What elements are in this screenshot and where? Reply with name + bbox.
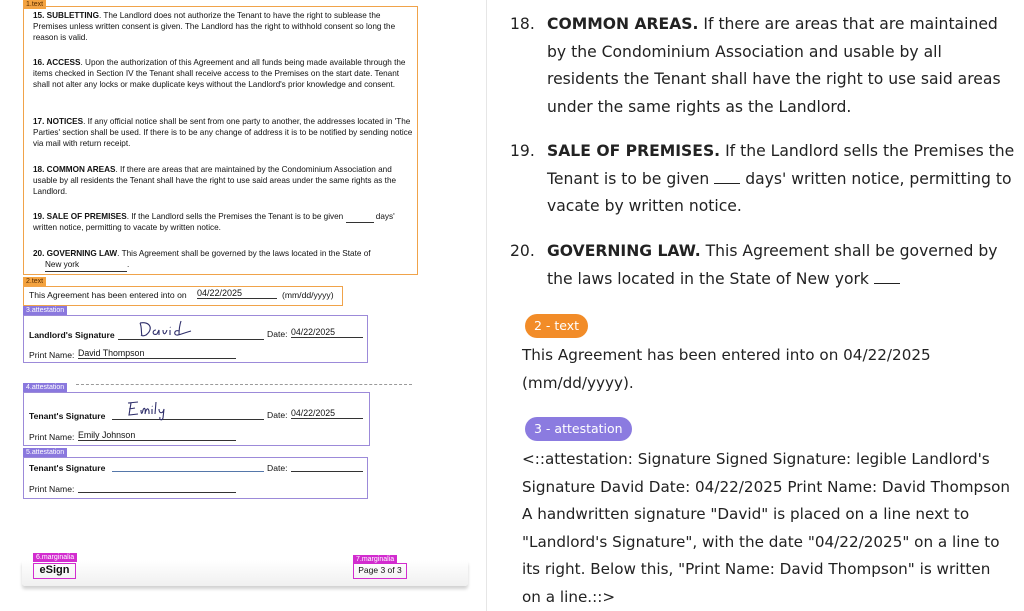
extracted-item-19-number: 19. <box>510 142 535 160</box>
extracted-item-19-text-b: days' written notice, permitting to vacate by written notice. <box>547 169 1012 215</box>
clause-18 <box>33 165 413 197</box>
clause-16 <box>33 58 413 90</box>
block-tag-1: 1.text <box>23 0 46 9</box>
section-divider <box>76 384 412 385</box>
landlord-print-label: Print Name: <box>29 350 75 360</box>
tenant2-print-label: Print Name: <box>29 484 75 494</box>
landlord-sig-label: Landlord's Signature <box>29 330 115 340</box>
landlord-date-label: Date: <box>267 329 288 339</box>
block-tag-7: 7.marginalia <box>353 555 397 564</box>
clause-15-title: 15. SUBLETTING <box>33 11 99 20</box>
clause-20-state: New york <box>45 260 127 272</box>
tenant1-print-label: Print Name: <box>29 432 75 442</box>
extracted-item-18-number: 18. <box>510 15 535 33</box>
extracted-item-19-blank <box>714 170 740 184</box>
extracted-item-18-title: COMMON AREAS. <box>547 15 699 33</box>
tenant2-sig-line[interactable] <box>112 471 264 472</box>
document-page <box>0 0 486 611</box>
extracted-agreement-text: This Agreement has been entered into on 04/22/2025 (mm/dd/yyyy). <box>522 346 931 392</box>
extracted-item-20-blank <box>874 270 900 284</box>
tenant1-print-name: Emily Johnson <box>78 430 236 441</box>
agreement-prefix: This Agreement has been entered into on <box>29 290 187 300</box>
clause-17-title: 17. NOTICES <box>33 117 84 126</box>
extracted-item-18-text: If there are areas that are maintained by the Condominium Association and usable by all residents the Tenant shall have the right to use said areas under the same rights as the Landlord. <box>547 15 1001 116</box>
block-tag-6: 6.marginalia <box>33 553 77 562</box>
extracted-item-19-title: SALE OF PREMISES. <box>547 142 721 160</box>
clause-15-text: . The Landlord does not authorize the Tenant to have the right to sublease the Premises unless written consent is given. The Landlord has the right to withhold consent so long the reason is valid. <box>33 11 396 42</box>
clause-19-text: . If the Landlord sells the Premises the Tenant is to be given <box>126 212 344 221</box>
tenant2-date-label: Date: <box>267 463 288 473</box>
extracted-item-20 <box>510 238 1015 293</box>
extracted-attestation-text: <::attestation: Signature Signed Signature: legible Landlord's Signature David Date: 04/22/2025 Print Name: David Thompson A handwritten signature "David" is placed on a line next to "Landlord's Signature", with the date "04/22/2025" on a line to its right. Below this, "Print Name: David Thompson" is written on a line.::> <box>522 450 1011 606</box>
clause-20-title: 20. GOVERNING LAW <box>33 249 118 258</box>
extracted-item-18 <box>510 11 1015 121</box>
agreement-suffix: (mm/dd/yyyy) <box>282 290 334 300</box>
tenant1-date-label: Date: <box>267 410 288 420</box>
clause-17-text: . If any official notice shall be sent from one party to another, the addresses located in 'The Parties' section shall be used. If there is to be any change of address it is to be notified by sending notice via mail with return receipt. <box>33 117 413 148</box>
label-pill-text[interactable]: 2 - text <box>525 314 588 338</box>
clause-19 <box>33 212 413 234</box>
extraction-panel <box>487 0 1024 611</box>
clause-19-title: 19. SALE OF PREMISES <box>33 212 127 221</box>
clause-16-title: 16. ACCESS <box>33 58 81 67</box>
extracted-item-20-text: This Agreement shall be governed by the laws located in the State of New york <box>547 242 998 288</box>
label-pill-attestation[interactable]: 3 - attestation <box>525 417 632 441</box>
clause-16-text: . Upon the authorization of this Agreement and all funds being made available through the items checked in Section IV the Tenant shall receive access to the Premises on the start date. Tenant shall not alter any locks or make duplicate keys without the Landlord's prior knowledge and consent. <box>33 58 406 89</box>
esign-logo: eSign <box>33 563 76 579</box>
landlord-sig-line <box>118 339 264 340</box>
block-tag-3: 3.attestation <box>23 306 67 315</box>
landlord-signature-image <box>136 317 196 339</box>
clause-18-title: 18. COMMON AREAS <box>33 165 116 174</box>
tenant1-sig-label: Tenant's Signature <box>29 411 106 421</box>
clause-18-text: . If there are areas that are maintained by the Condominium Association and usable by all residents the Tenant shall have the right to use said areas under the same rights as the Landlord. <box>33 165 397 196</box>
agreement-date: 04/22/2025 <box>197 288 277 299</box>
clause-15 <box>33 11 413 43</box>
tenant1-date: 04/22/2025 <box>291 408 363 419</box>
tenant2-sig-label: Tenant's Signature <box>29 463 106 473</box>
clause-20-text: . This Agreement shall be governed by the laws located in the State of <box>117 249 371 258</box>
block-tag-5: 5.attestation <box>23 448 67 457</box>
clause-19-tail: days' written notice, permitting to vacate by written notice. <box>33 212 395 232</box>
extracted-item-20-number: 20. <box>510 242 535 260</box>
block-tag-2: 2.text <box>23 277 46 286</box>
landlord-date: 04/22/2025 <box>291 327 363 338</box>
extracted-item-19 <box>510 138 1015 221</box>
clause-17 <box>33 117 413 149</box>
block-tag-4: 4.attestation <box>23 383 67 392</box>
landlord-print-name: David Thompson <box>78 348 236 359</box>
tenant2-date-line[interactable] <box>291 471 363 472</box>
clause-19-blank <box>346 214 374 223</box>
tenant2-print-line[interactable] <box>78 492 236 493</box>
tenant1-signature-image <box>122 398 174 422</box>
extracted-item-19-text-a: If the Landlord sells the Premises the Tenant is to be given <box>547 142 1015 188</box>
clause-20: 20. GOVERNING LAW. This Agreement shall be governed by the laws located in the State of New york . <box>33 249 413 272</box>
page-number: Page 3 of 3 <box>353 563 407 579</box>
extracted-item-20-title: GOVERNING LAW. <box>547 242 701 260</box>
